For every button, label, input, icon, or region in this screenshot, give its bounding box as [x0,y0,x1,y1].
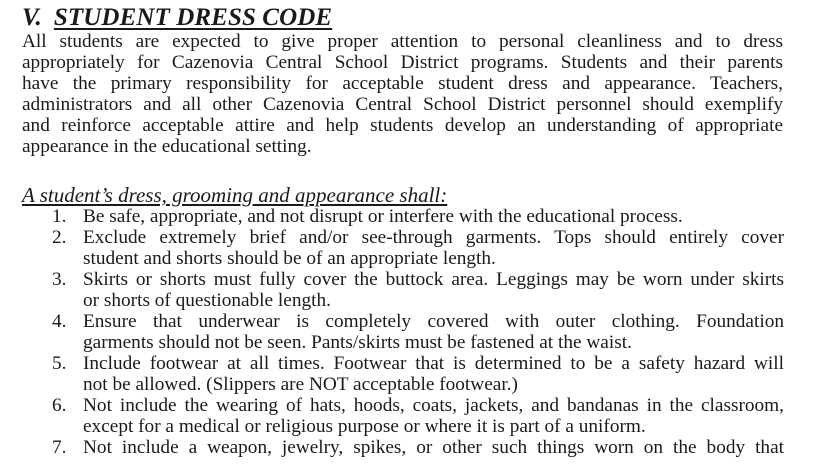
section-number: V. [22,4,42,31]
item-number: 3. [52,269,67,290]
list-item [52,227,784,269]
list-item [52,395,784,437]
list-item [52,269,784,311]
intro-line: administrators and all other Cazenovia Central School District personnel should exemplify [22,94,783,115]
list-item [52,437,784,458]
intro-paragraph [22,31,783,157]
item-line: except for a medical or religious purpose or where it is part of a uniform. [83,416,646,437]
item-line: garments should not be seen. Pants/skirts must be fastened at the waist. [83,332,632,353]
list-item [52,353,784,395]
item-number: 5. [52,353,67,374]
item-line: or shorts of questionable length. [83,290,331,311]
item-line: Include footwear at all times. Footwear that is determined to be a safety hazard will [83,353,784,374]
item-line: Skirts or shorts must fully cover the buttock area. Leggings may be worn under skirts [83,269,784,290]
item-line: Exclude extremely brief and/or see-through garments. Tops should entirely cover [83,227,784,248]
item-line: Ensure that underwear is completely covered with outer clothing. Foundation [83,311,784,332]
item-number: 6. [52,395,67,416]
rules-list [52,206,784,458]
intro-line: appropriately for Cazenovia Central School District programs. Students and their parents [22,52,783,73]
item-line: Be safe, appropriate, and not disrupt or interfere with the educational process. [83,206,683,227]
intro-line: appearance in the educational setting. [22,136,312,157]
list-item [52,311,784,353]
item-line: student and shorts should be of an appropriate length. [83,248,496,269]
item-number: 2. [52,227,67,248]
item-number: 4. [52,311,67,332]
list-subheading: A student’s dress, grooming and appearance shall: [22,183,448,207]
list-item [52,206,784,227]
item-line: not be allowed. (Slippers are NOT acceptable footwear.) [83,374,518,395]
section-heading [22,3,332,33]
item-number: 7. [52,437,67,458]
section-title: STUDENT DRESS CODE [53,4,333,31]
item-line: Not include the wearing of hats, hoods, coats, jackets, and bandanas in the classroom, [83,395,784,416]
intro-line: and reinforce acceptable attire and help students develop an understanding of appropriate [22,115,783,136]
item-line: Not include a weapon, jewelry, spikes, or other such things worn on the body that [83,437,784,458]
intro-line: All students are expected to give proper attention to personal cleanliness and to dress [22,31,783,52]
intro-line: have the primary responsibility for acceptable student dress and appearance. Teachers, [22,73,783,94]
item-number: 1. [52,206,67,227]
